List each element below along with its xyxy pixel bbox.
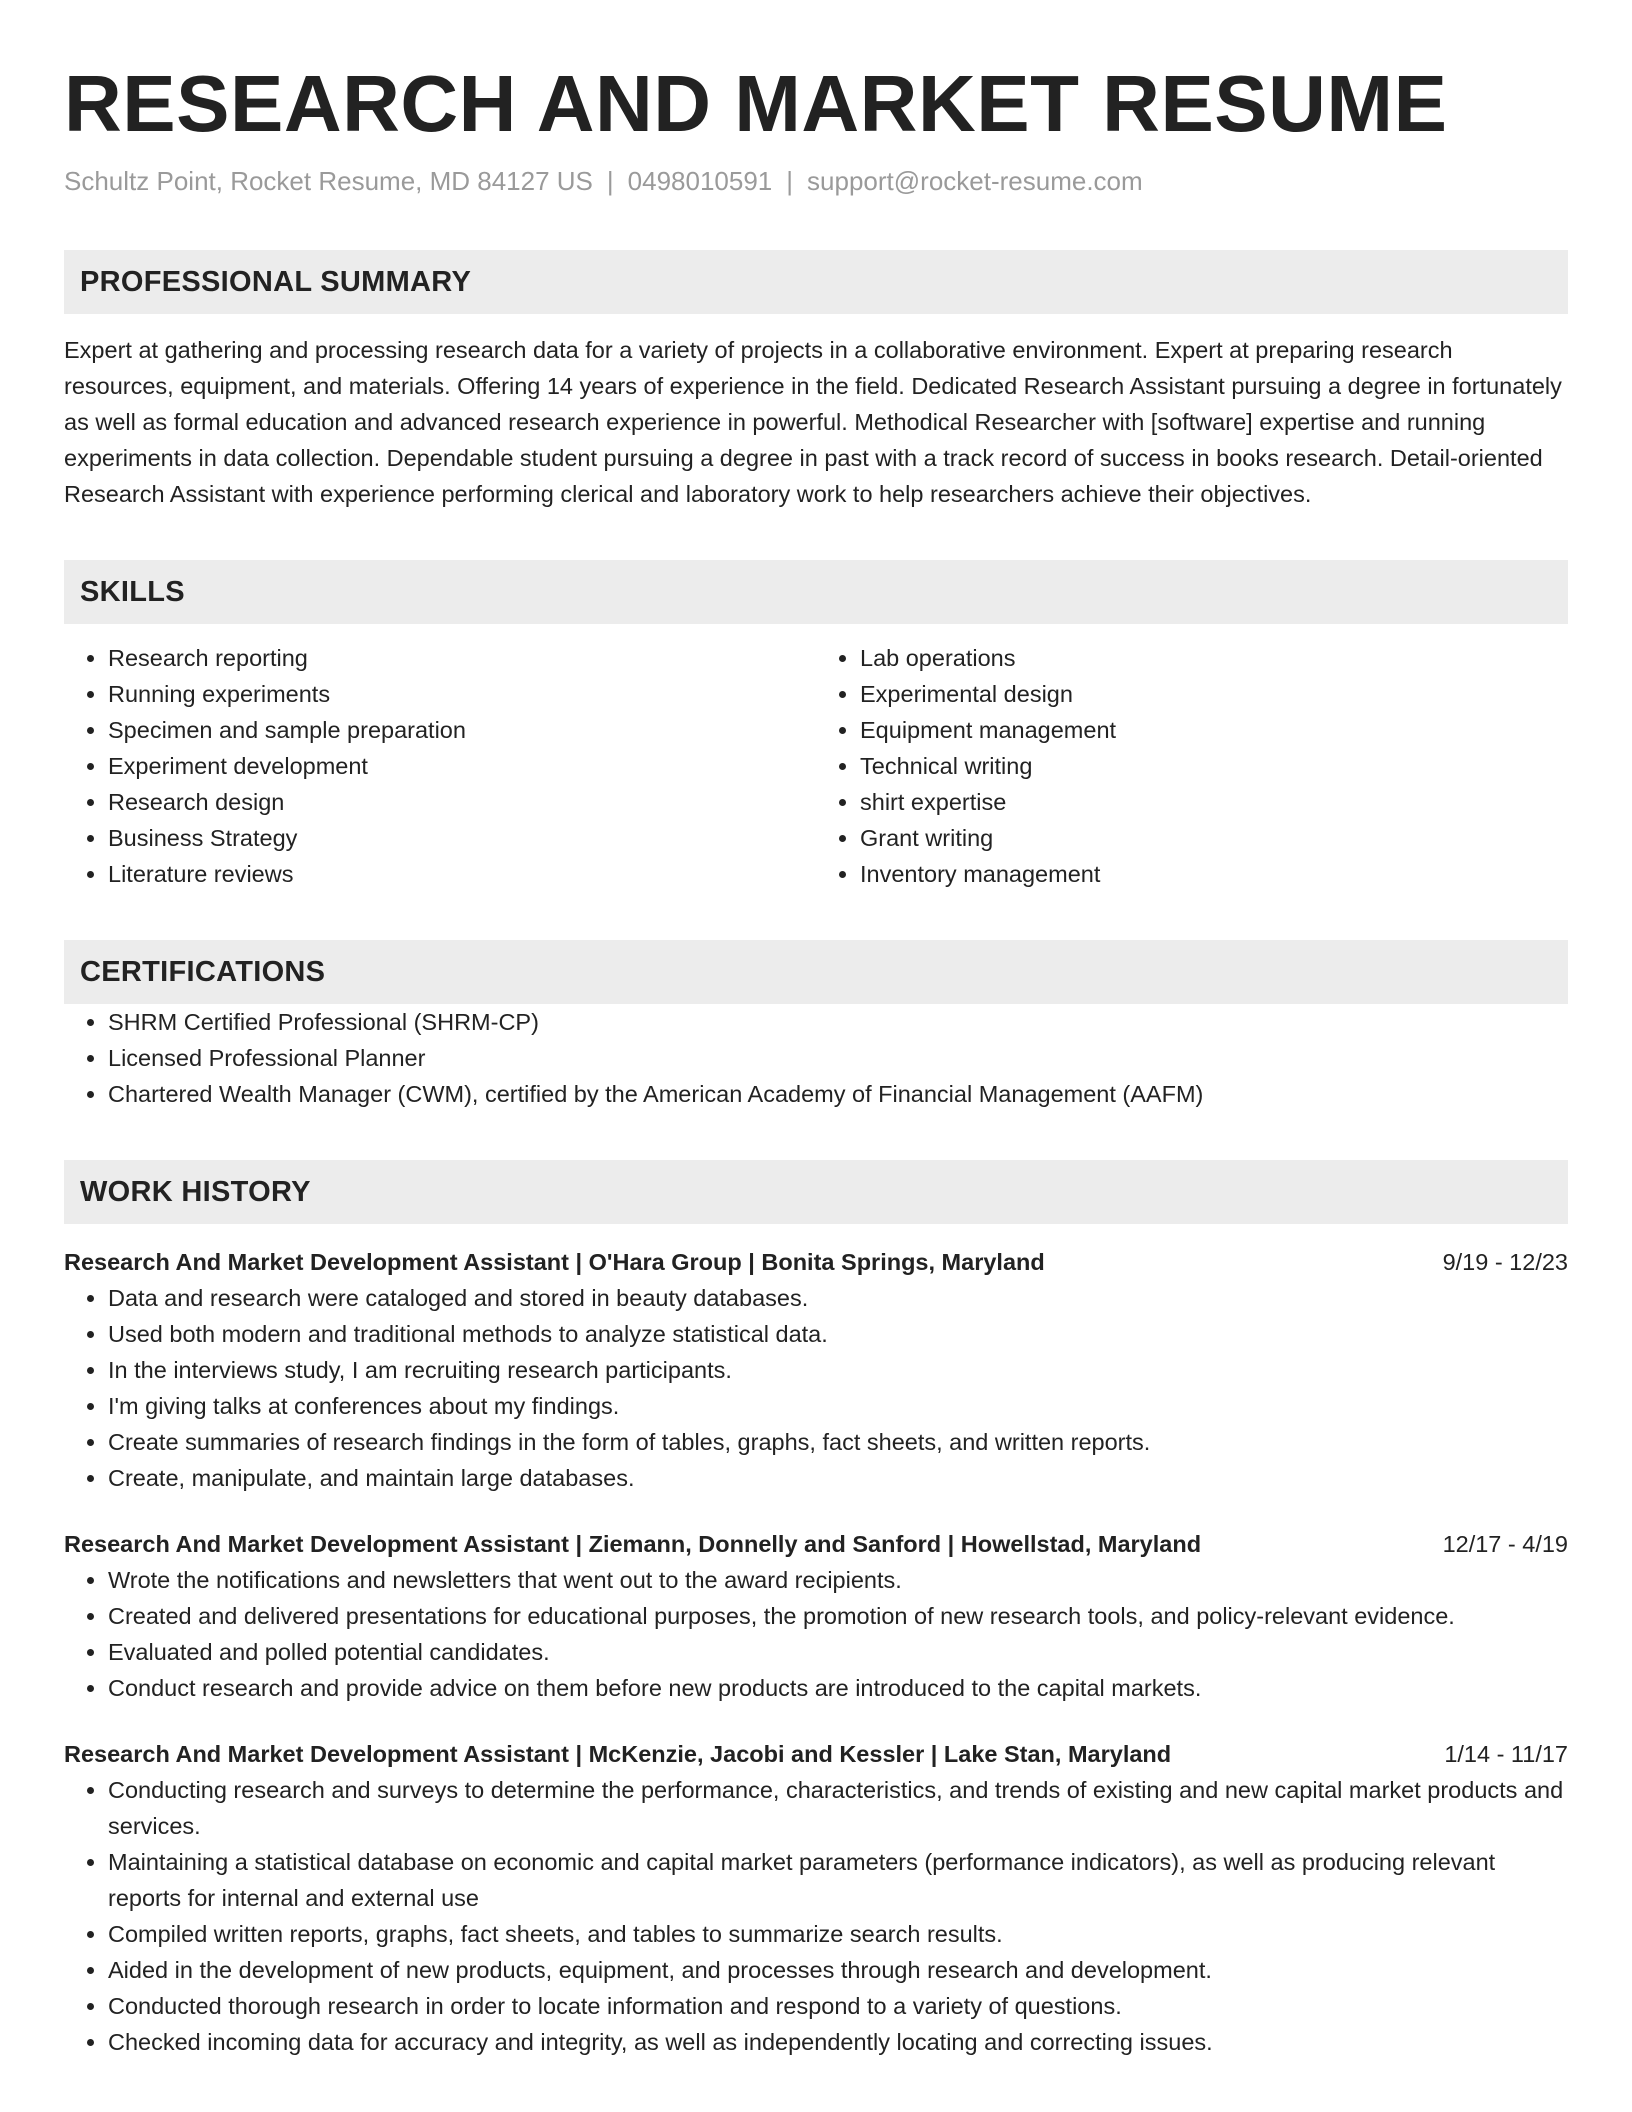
contact-address: Schultz Point, Rocket Resume, MD 84127 US xyxy=(64,166,593,196)
job-dates: 12/17 - 4/19 xyxy=(1442,1531,1568,1557)
job-bullets xyxy=(64,1562,1568,1706)
job-bullet: • Created and delivered presentations for educational purposes, the promotion of new research tools, and policy-relevant evidence. xyxy=(108,1598,1568,1634)
job-bullet: • I'm giving talks at conferences about my findings. xyxy=(108,1388,1568,1424)
skill-item: • Grant writing xyxy=(860,820,1568,856)
contact-line xyxy=(64,164,1568,198)
job-bullet: • Used both modern and traditional methods to analyze statistical data. xyxy=(108,1316,1568,1352)
job-header xyxy=(64,1736,1568,1772)
certification-item: • SHRM Certified Professional (SHRM-CP) xyxy=(108,1004,1568,1040)
job-dates: 1/14 - 11/17 xyxy=(1444,1741,1568,1767)
skill-item: • Research design xyxy=(108,784,816,820)
job-bullet: • Conducting research and surveys to determine the performance, characteristics, and trends of existing and new capital market products and services. xyxy=(108,1772,1568,1844)
job-bullet: • Create, manipulate, and maintain large databases. xyxy=(108,1460,1568,1496)
job-bullet: • Conduct research and provide advice on them before new products are introduced to the capital markets. xyxy=(108,1670,1568,1706)
summary-heading: PROFESSIONAL SUMMARY xyxy=(80,265,472,298)
job-bullets xyxy=(64,1772,1568,2060)
skill-item: • Lab operations xyxy=(860,640,1568,676)
job-bullet: • Create summaries of research findings in the form of tables, graphs, fact sheets, and written reports. xyxy=(108,1424,1568,1460)
contact-phone: 0498010591 xyxy=(627,166,773,196)
job-bullet: • Compiled written reports, graphs, fact sheets, and tables to summarize search results. xyxy=(108,1916,1568,1952)
work-history-heading: WORK HISTORY xyxy=(80,1175,311,1208)
job-bullet: • Conducted thorough research in order to locate information and respond to a variety of questions. xyxy=(108,1988,1568,2024)
job-bullet: • Data and research were cataloged and stored in beauty databases. xyxy=(108,1280,1568,1316)
job-bullet: • Wrote the notifications and newsletters that went out to the award recipients. xyxy=(108,1562,1568,1598)
contact-separator: | xyxy=(786,166,794,196)
job-bullet: • Aided in the development of new products, equipment, and processes through research and development. xyxy=(108,1952,1568,1988)
contact-email: support@rocket-resume.com xyxy=(807,166,1143,196)
contact-separator: | xyxy=(606,166,614,196)
skills-list-left xyxy=(64,640,816,892)
skill-item: • Research reporting xyxy=(108,640,816,676)
job-bullet: • Checked incoming data for accuracy and integrity, as well as independently locating and correcting issues. xyxy=(108,2024,1568,2060)
job-title: Research And Market Development Assistant | McKenzie, Jacobi and Kessler | Lake Stan, Maryland xyxy=(64,1741,1172,1767)
job-bullet: • Evaluated and polled potential candidates. xyxy=(108,1634,1568,1670)
skills-columns xyxy=(64,640,1568,892)
skill-item: • Equipment management xyxy=(860,712,1568,748)
skills-section-header xyxy=(64,560,1568,624)
skill-item: • Business Strategy xyxy=(108,820,816,856)
skills-heading: SKILLS xyxy=(80,575,185,608)
certifications-section-header xyxy=(64,940,1568,1004)
skill-item: • Experiment development xyxy=(108,748,816,784)
skill-item: • Technical writing xyxy=(860,748,1568,784)
job-header xyxy=(64,1244,1568,1280)
job-bullets xyxy=(64,1280,1568,1496)
skill-item: • Inventory management xyxy=(860,856,1568,892)
certifications-heading: CERTIFICATIONS xyxy=(80,955,326,988)
resume-title: RESEARCH AND MARKET RESUME xyxy=(64,59,1448,148)
job-dates: 9/19 - 12/23 xyxy=(1442,1249,1568,1275)
job-bullet: • In the interviews study, I am recruiting research participants. xyxy=(108,1352,1568,1388)
skill-item: • shirt expertise xyxy=(860,784,1568,820)
work-history-section-header xyxy=(64,1160,1568,1224)
skill-item: • Specimen and sample preparation xyxy=(108,712,816,748)
certification-item: • Licensed Professional Planner xyxy=(108,1040,1568,1076)
summary-text: Expert at gathering and processing research data for a variety of projects in a collaborative environment. Expert at preparing research resources, equipment, and materials. Offering 14 years of experience in the field. Dedicated Research Assistant pursuing a degree in fortunately as well as formal education and advanced research experience in powerful. Methodical Researcher with [software] expertise and running experiments in data collection. Dependable student pursuing a degree in past with a track record of success in books research. Detail-oriented Research Assistant with experience performing clerical and laboratory work to help researchers achieve their objectives. xyxy=(64,337,1562,507)
job-header xyxy=(64,1526,1568,1562)
certifications-list xyxy=(64,1004,1568,1112)
skill-item: • Literature reviews xyxy=(108,856,816,892)
job-title: Research And Market Development Assistant | O'Hara Group | Bonita Springs, Maryland xyxy=(64,1249,1045,1275)
skills-list-right xyxy=(816,640,1568,892)
skill-item: • Experimental design xyxy=(860,676,1568,712)
skill-item: • Running experiments xyxy=(108,676,816,712)
summary-section-header xyxy=(64,250,1568,314)
certification-item: • Chartered Wealth Manager (CWM), certified by the American Academy of Financial Management (AAFM) xyxy=(108,1076,1568,1112)
job-bullet: • Maintaining a statistical database on economic and capital market parameters (performance indicators), as well as producing relevant reports for internal and external use xyxy=(108,1844,1568,1916)
job-title: Research And Market Development Assistant | Ziemann, Donnelly and Sanford | Howellstad, Maryland xyxy=(64,1531,1202,1557)
